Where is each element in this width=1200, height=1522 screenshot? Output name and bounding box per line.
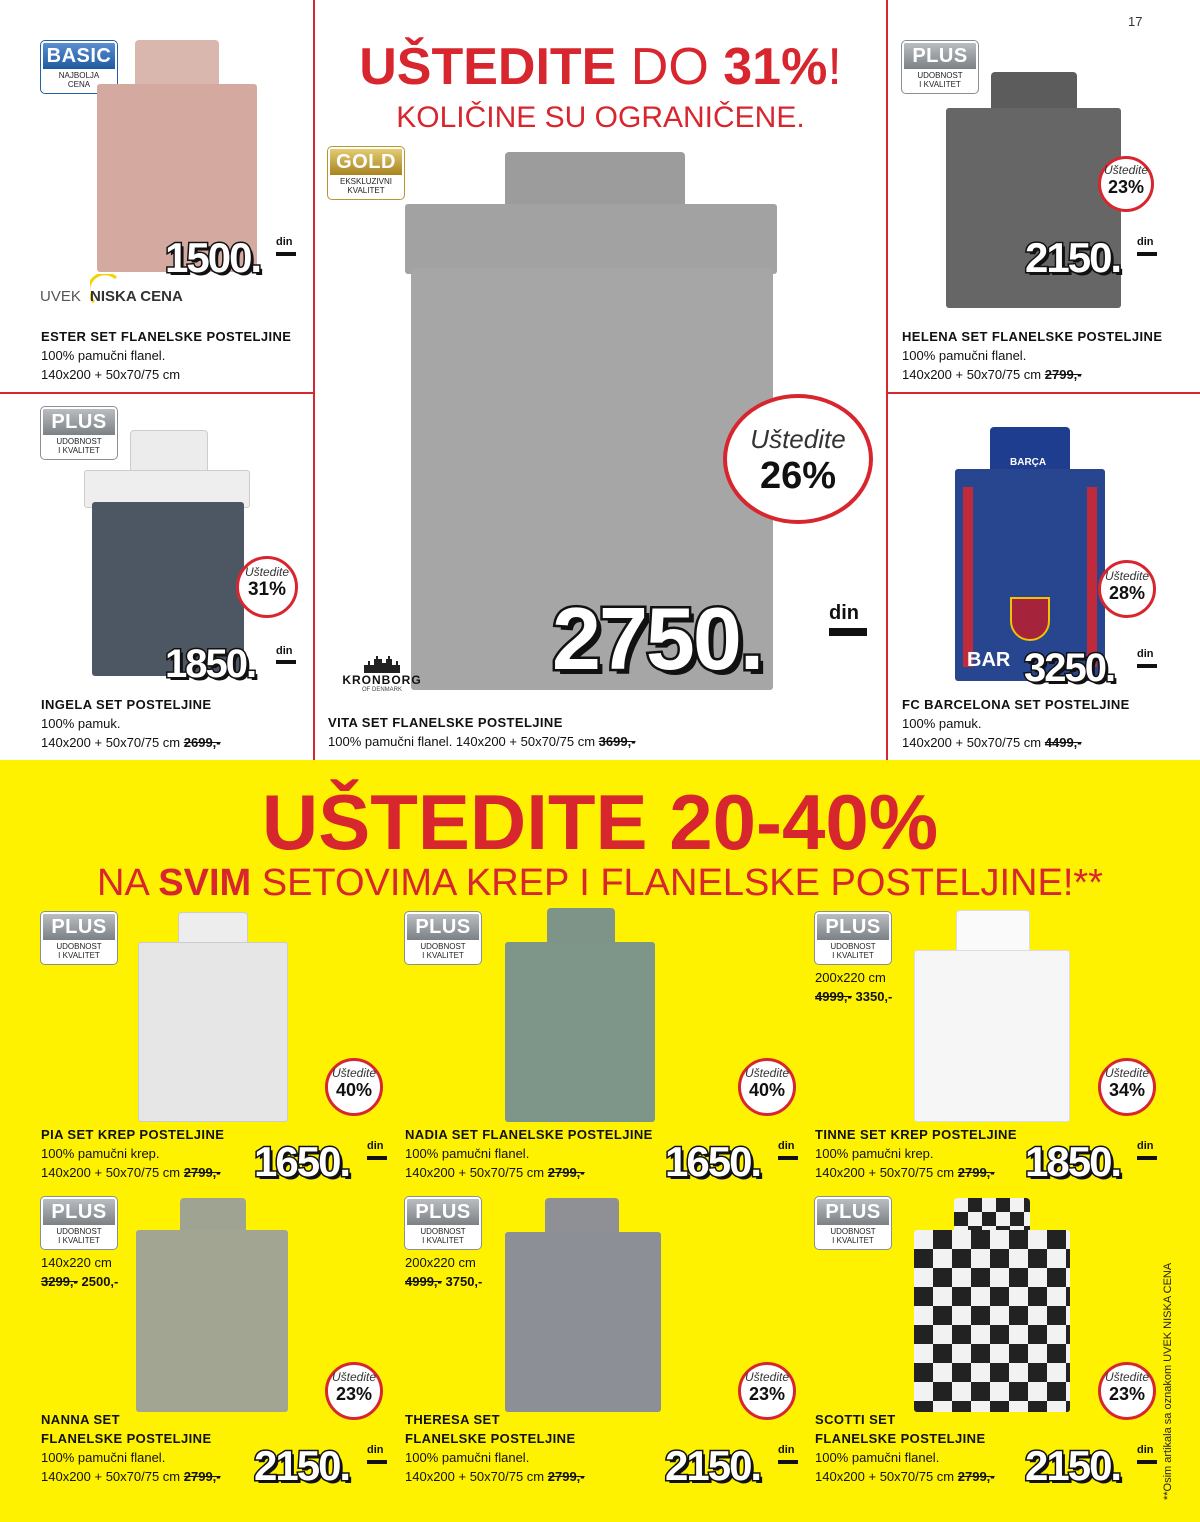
nanna-alt-size: 140x220 cm 3299,- 2500,- [41,1255,119,1289]
product-title: SCOTTI SET [815,1412,896,1427]
barca-bedding-image: BARÇA BAR [955,427,1105,681]
barca-info [902,695,1130,752]
helena-price: 2150. [1025,234,1121,281]
price-dash [1137,1156,1157,1160]
nanna-bedding-image [136,1198,288,1412]
banner-word: DO [616,38,724,96]
plus-badge: PLUS UDOBNOST I KVALITET [405,1197,481,1249]
product-title: HELENA SET FLANELSKE POSTELJINE [902,329,1163,344]
theresa-price: 2150. [665,1442,761,1489]
vita-info [328,713,636,751]
currency-label: din [276,236,293,248]
price-dash [1137,1460,1157,1464]
old-price: 2799,- [183,1165,221,1180]
old-price: 2699,- [183,735,221,750]
product-material: 100% pamučni flanel. [405,1146,530,1161]
price-dash [778,1156,798,1160]
top-banner-headline [318,36,883,98]
product-size: 140x200 + 50x70/75 cm [405,1165,545,1180]
save-bubble: Uštedite 23% [1098,1362,1156,1420]
save-bubble: Uštedite 40% [325,1058,383,1116]
plus-badge: PLUS UDOBNOST I KVALITET [902,41,978,93]
price-dash [276,660,296,664]
product-title: NADIA SET FLANELSKE POSTELJINE [405,1127,653,1142]
nadia-info [405,1125,653,1182]
plus-badge: PLUS UDOBNOST I KVALITET [815,912,891,964]
price-dash [778,1460,798,1464]
product-title: FC BARCELONA SET POSTELJINE [902,697,1130,712]
save-bubble: Uštedite 31% [236,556,298,618]
plus-badge: PLUS UDOBNOST I KVALITET [815,1197,891,1249]
currency-label: din [1137,648,1154,660]
divider [313,0,315,760]
tinne-price: 1850. [1025,1138,1121,1185]
product-size: 140x200 + 50x70/75 cm [41,735,181,750]
scotti-bedding-image [914,1198,1070,1412]
save-bubble: Uštedite 34% [1098,1058,1156,1116]
price-dash [829,628,867,636]
banner-word: ! [827,38,842,96]
plus-badge: PLUS UDOBNOST I KVALITET [41,407,117,459]
theresa-info [405,1410,585,1486]
old-price: 2799,- [957,1165,995,1180]
ingela-bedding-image [84,430,250,676]
banner-word: UŠTEDITE [359,38,617,96]
currency-label: din [778,1140,795,1152]
old-price: 2799,- [183,1469,221,1484]
ingela-price: 1850. [165,642,256,686]
product-title: VITA SET FLANELSKE POSTELJINE [328,715,563,730]
product-title: FLANELSKE POSTELJINE [405,1431,576,1446]
scotti-price: 2150. [1025,1442,1121,1489]
save-bubble: Uštedite 23% [738,1362,796,1420]
product-title: FLANELSKE POSTELJINE [41,1431,212,1446]
pia-bedding-image [138,912,288,1122]
yellow-banner-subline: NA SVIM SETOVIMA KREP I FLANELSKE POSTELJINE!** [97,862,1103,904]
save-bubble: Uštedite 28% [1098,560,1156,618]
nanna-info [41,1410,221,1486]
product-title: INGELA SET POSTELJINE [41,697,212,712]
ester-price: 1500. [165,234,261,281]
product-size: 140x200 + 50x70/75 cm [815,1469,955,1484]
product-size: 140x200 + 50x70/75 cm [41,1165,181,1180]
save-bubble: Uštedite 23% [1098,156,1154,212]
club-crest-icon [1010,597,1050,641]
old-price: 2799,- [547,1165,585,1180]
product-size: 140x200 + 50x70/75 cm [41,1469,181,1484]
product-title: THERESA SET [405,1412,500,1427]
divider [886,392,1200,394]
product-title: PIA SET KREP POSTELJINE [41,1127,225,1142]
kronborg-logo: KRONBORG OF DENMARK [327,655,437,693]
price-dash [1137,664,1157,668]
old-price: 4499,- [1044,735,1082,750]
product-material: 100% pamučni krep. [815,1146,934,1161]
product-title: NANNA SET [41,1412,120,1427]
save-bubble: Uštedite 26% [723,394,873,524]
product-size: 140x200 + 50x70/75 cm [902,735,1042,750]
price-dash [1137,252,1157,256]
ester-info [41,327,291,384]
product-material: 100% pamučni krep. [41,1146,160,1161]
product-size: 140x200 + 50x70/75 cm [41,367,181,382]
divider [0,392,314,394]
page-number: 17 [1128,14,1143,29]
product-material: 100% pamučni flanel. [41,348,166,363]
old-price: 2799,- [547,1469,585,1484]
currency-label: din [1137,1140,1154,1152]
product-size: 140x200 + 50x70/75 cm [902,367,1042,382]
tinne-bedding-image [914,910,1070,1122]
plus-badge: PLUS UDOBNOST I KVALITET [41,912,117,964]
nadia-price: 1650. [665,1138,761,1185]
theresa-alt-size: 200x220 cm 4999,- 3750,- [405,1255,483,1289]
product-material: 100% pamučni flanel. [41,1450,166,1465]
banner-percent: 31% [723,38,828,96]
pia-info [41,1125,224,1182]
pia-price: 1650. [254,1138,350,1185]
tinne-info [815,1125,1017,1182]
currency-label: din [367,1140,384,1152]
ingela-info [41,695,221,752]
product-title: TINNE SET KREP POSTELJINE [815,1127,1017,1142]
tinne-alt-size: 200x220 cm 4999,- 3350,- [815,970,893,1004]
currency-label: din [778,1444,795,1456]
save-bubble: Uštedite 23% [325,1362,383,1420]
gold-badge: GOLD EKSKLUZIVNI KVALITET [328,147,404,199]
castle-icon [362,655,402,673]
plus-badge: PLUS UDOBNOST I KVALITET [405,912,481,964]
product-size: 140x200 + 50x70/75 cm [405,1469,545,1484]
basic-badge: BASIC NAJBOLJA CENA [41,41,117,93]
product-material: 100% pamučni flanel. [902,348,1027,363]
divider [886,0,888,760]
product-material: 100% pamučni flanel. [815,1450,940,1465]
save-bubble: Uštedite 40% [738,1058,796,1116]
old-price: 2799,- [1044,367,1082,382]
old-price: 3699,- [598,734,636,749]
currency-label: din [829,602,859,624]
uvek-niska-cena-logo: UVEK NISKA CENA [40,280,190,310]
currency-label: din [1137,236,1154,248]
yellow-banner-headline: UŠTEDITE 20-40% [261,778,939,866]
product-material: 100% pamuk. [902,716,982,731]
product-material: 100% pamučni flanel. [405,1450,530,1465]
price-dash [367,1156,387,1160]
helena-info [902,327,1162,384]
nanna-price: 2150. [254,1442,350,1489]
footnote: **Osim artikala sa oznakom UVEK NISKA CENA [1162,1262,1174,1500]
barca-price: 3250. [1024,646,1115,690]
price-dash [367,1460,387,1464]
vita-price: 2750. [552,589,763,688]
currency-label: din [276,645,293,657]
product-title: FLANELSKE POSTELJINE [815,1431,986,1446]
currency-label: din [1137,1444,1154,1456]
plus-badge: PLUS UDOBNOST I KVALITET [41,1197,117,1249]
nadia-bedding-image [505,908,655,1122]
old-price: 2799,- [957,1469,995,1484]
product-size: 140x200 + 50x70/75 cm [815,1165,955,1180]
product-size: 100% pamučni flanel. 140x200 + 50x70/75 cm [328,734,596,749]
theresa-bedding-image [505,1198,661,1412]
top-banner-subline: KOLIČINE SU OGRANIČENE. [396,101,805,134]
price-dash [276,252,296,256]
currency-label: din [367,1444,384,1456]
product-material: 100% pamuk. [41,716,121,731]
product-title: ESTER SET FLANELSKE POSTELJINE [41,329,292,344]
scotti-info [815,1410,995,1486]
